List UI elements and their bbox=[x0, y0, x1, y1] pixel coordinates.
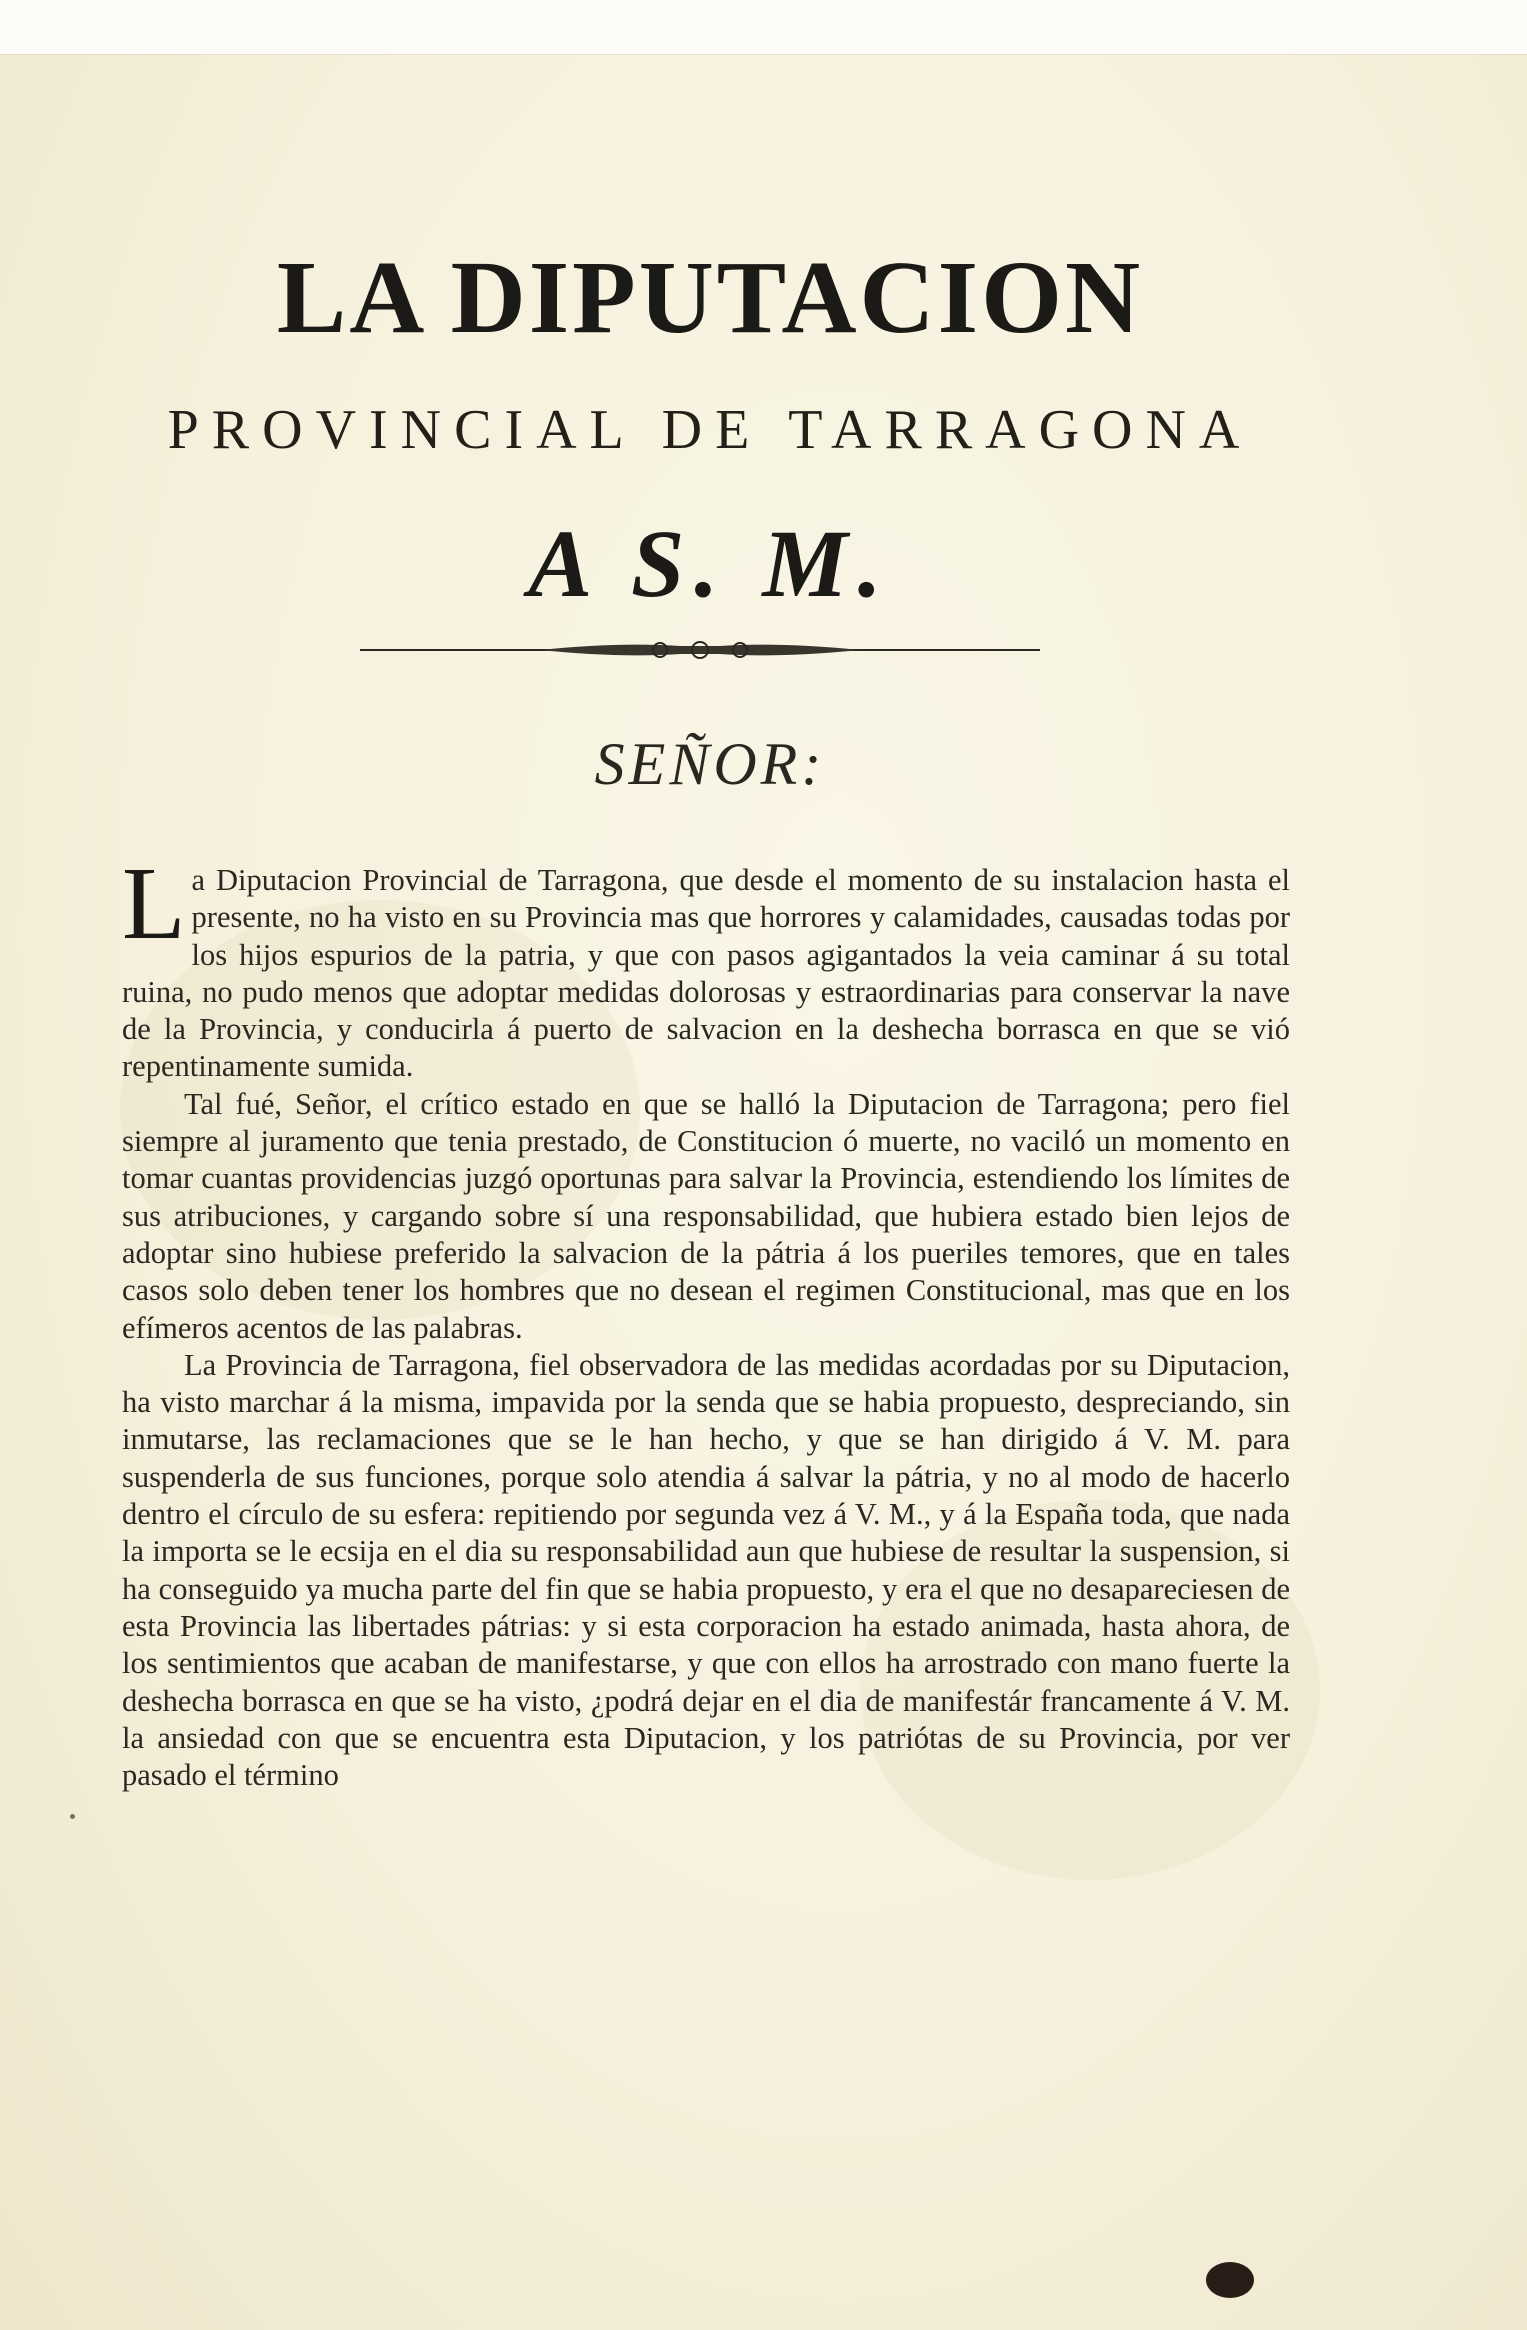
paragraph-text: a Diputacion Provincial de Tarragona, que desde el momento de su instalacion hasta el presente, no ha visto en su Provincia mas que horrores y calamidades, causadas todas por los hijos espurios de la patria, y que con pasos agigantados la veia caminar á su total ruina, no pudo menos que adoptar medidas dolorosas y estraordinarias para conservar la nave de la Provincia, y conducirla á puerto de salvacion en la deshecha borrasca en que se vió repentinamente sumida. bbox=[122, 863, 1290, 1084]
drop-cap: L bbox=[122, 846, 186, 961]
paragraph: La Provincia de Tarragona, fiel observadora de las medidas acordadas por su Diputacion, ha visto marchar á la misma, impavida por la senda que se habia propuesto, despreciando, sin inmutarse, las reclamaciones que se le han hecho, y que se han dirigido á V. M. para suspenderla de sus funciones, porque solo atendia á salvar la pátria, y no al modo de hacerlo dentro el círculo de su esfera: repitiendo por segunda vez á V. M., y á la España toda, que nada la importa se le ecsija en el dia su responsabilidad aun que hubiese de resultar la suspension, si ha conseguido ya mucha parte del fin que se habia propuesto, y era el que no desapareciesen de esta Provincia las libertades pátrias: y si esta corporacion ha estado animada, hasta ahora, de los sentimientos que acaban de manifestarse, y que con ellos ha arrostrado con mano fuerte la deshecha borrasca en que se ha visto, ¿podrá dejar en el dia de manifestár francamente á V. M. la ansiedad con que se encuentra esta Diputacion, y los patriótas de su Provincia, por ver pasado el término bbox=[122, 1347, 1290, 1793]
paragraph bbox=[122, 846, 1290, 1086]
salutation: SEÑOR: bbox=[594, 731, 826, 797]
ink-spot bbox=[70, 1814, 75, 1819]
paragraph: Tal fué, Señor, el crítico estado en que se halló la Diputacion de Tarragona; pero fiel siempre al juramento que tenia prestado, de Constitucion ó muerte, no vaciló un momento en tomar cuantas providencias juzgó oportunas para salvar la Provincia, estendiendo los límites de sus atribuciones, y cargando sobre sí una responsabilidad, que hubiera estado bien lejos de adoptar sino hubiese preferido la salvacion de la pátria á los pueriles temores, que en tales casos solo deben tener los hombres que no desean el regimen Constitucional, mas que en los efímeros acentos de las palabras. bbox=[122, 1086, 1290, 1345]
document-title: LA DIPUTACION bbox=[276, 240, 1144, 355]
document-subtitle: PROVINCIAL DE TARRAGONA bbox=[167, 399, 1253, 461]
scan-margin bbox=[0, 0, 1527, 55]
addressee-heading: A S. M. bbox=[528, 510, 892, 617]
letter-body bbox=[122, 846, 1290, 1794]
wax-seal-mark bbox=[1206, 2262, 1254, 2298]
ornamental-rule bbox=[360, 632, 1040, 668]
